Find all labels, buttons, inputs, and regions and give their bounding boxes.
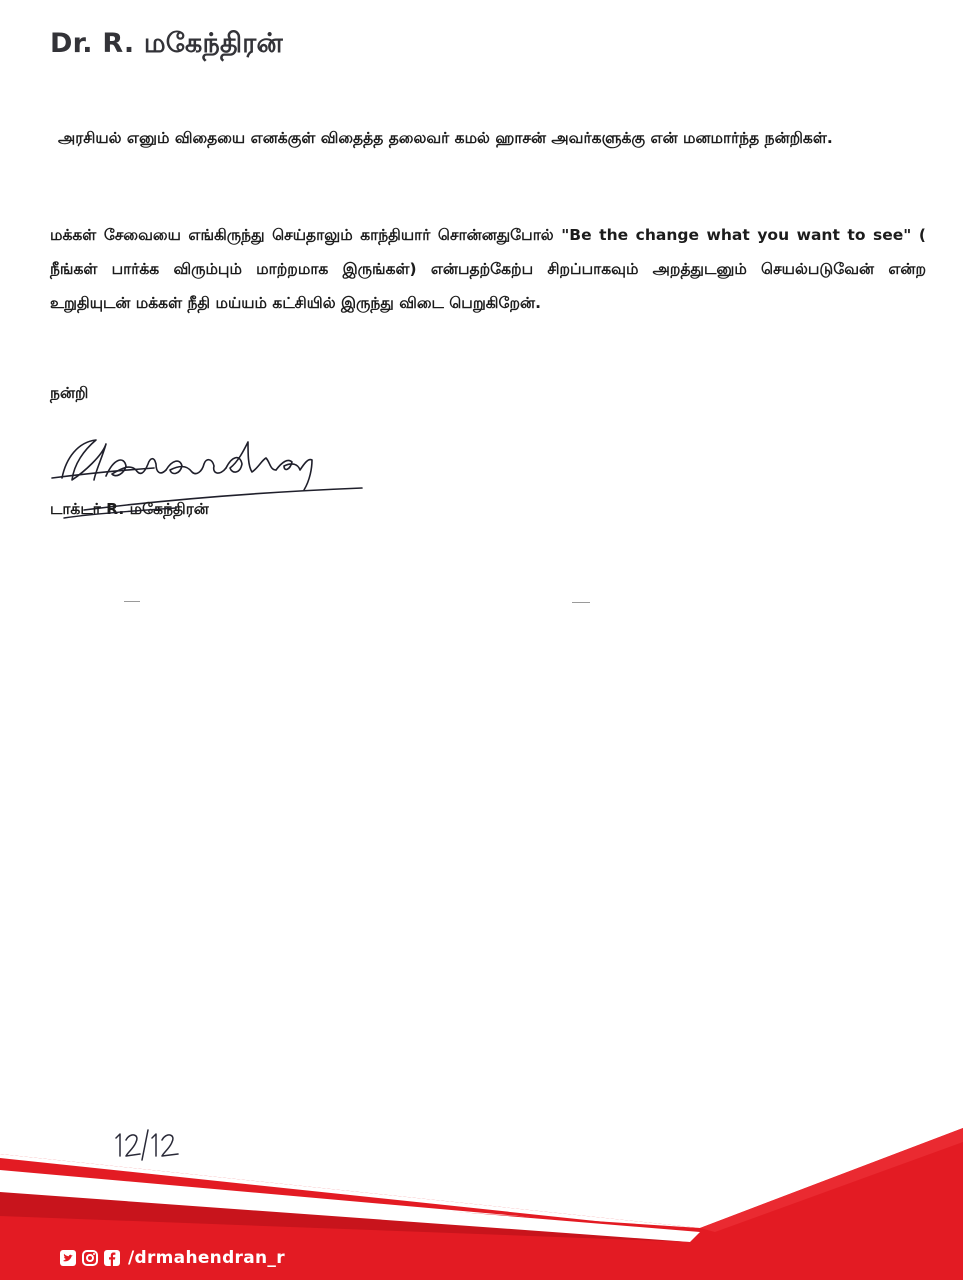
scan-artifact — [572, 602, 590, 603]
instagram-icon[interactable] — [82, 1250, 98, 1266]
letterhead-name: Dr. R. மகேந்திரன் — [50, 28, 283, 59]
letter-paragraph-1: அரசியல் எனும் விதையை எனக்குள் விதைத்த தலைவர் கமல் ஹாசன் அவர்களுக்கு என் மனமார்ந்த நன்றிகள். — [58, 129, 833, 147]
social-handle[interactable]: /drmahendran_r — [128, 1248, 285, 1268]
signatory-name: டாக்டர் R. மகேந்திரன் — [50, 500, 209, 518]
facebook-icon[interactable] — [104, 1250, 120, 1266]
letter-paragraph-2: மக்கள் சேவையை எங்கிருந்து செய்தாலும் காந்தியார் சொன்னதுபோல் "Be the change what you want to see" ( நீங்கள் பார்க்க விரும்பும் மாற்றமாக இருங்கள்) என்பதற்கேற்ப சிறப்பாகவும் அறத்துடனும் செயல்படுவேன் என்ற உறுதியுடன் மக்கள் நீதி மய்யம் கட்சியில் இருந்து விடை பெறுகிறேன். — [50, 226, 926, 312]
twitter-icon[interactable] — [60, 1250, 76, 1266]
scan-artifact — [124, 601, 140, 602]
closing-thanks: நன்றி — [50, 384, 89, 402]
footer-social-links — [60, 1248, 285, 1268]
signature-underline — [60, 506, 180, 520]
